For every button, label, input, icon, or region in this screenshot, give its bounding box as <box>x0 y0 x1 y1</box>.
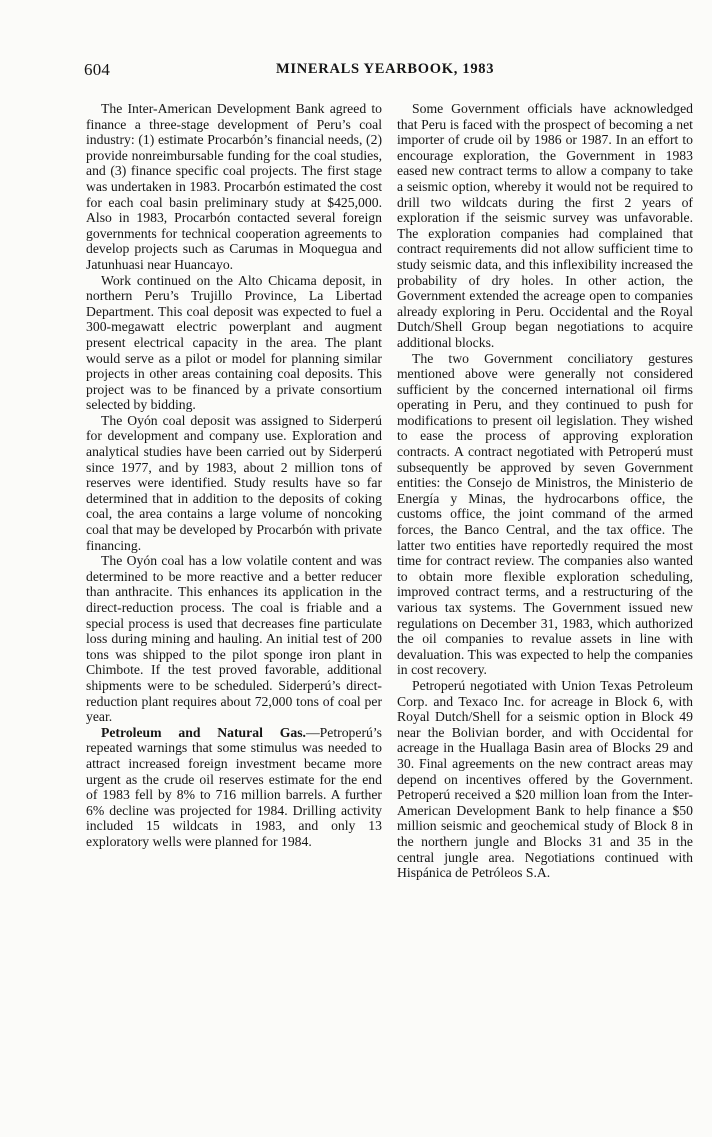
paragraph-net-importer: Some Government officials have acknowledged that Peru is faced with the prospect of becoming a net importer of crude oil by 1986 or 1987. In an effort to encourage exploration, the Government in 1983 eased new contract terms to allow a company to take a seismic option, whereby it would not be required to drill two wildcats during the first 2 years of exploration if the seismic survey was unfavorable. The exploration companies had complained that contract requirements did not allow sufficient time to study seismic data, and this inflexibility increased the probability of dry holes. In other action, the Government extended the acreage open to companies already exploring in Peru. Occidental and the Royal Dutch/Shell Group began negotiations to acquire additional blocks. <box>397 101 693 350</box>
paragraph-oyon-coal: The Oyón coal has a low volatile content and was determined to be more reactive and a better reducer than anthracite. This enhances its application in the direct-reduction process. The coal is friable and a special process is used that decreases fine particulate loss during mining and hauling. An initial test of 200 tons was shipped to the pilot sponge iron plant in Chimbote. If the test proved favorable, additional shipments were to be scheduled. Siderperú’s direct-reduction plant requires about 72,000 tons of coal per year. <box>86 553 382 725</box>
left-column <box>86 101 382 850</box>
paragraph-coal-financing: The Inter-American Development Bank agreed to finance a three-stage development of Peru’s coal industry: (1) estimate Procarbón’s financial needs, (2) provide nonreimbursable funding for the coal studies, and (3) finance specific coal projects. The first stage was undertaken in 1983. Procarbón estimated the cost for each coal basin preliminary study at $425,000. Also in 1983, Procarbón contacted several foreign governments for technical cooperation agreements to develop projects such as Carumas in Moquegua and Jatunhuasi near Huancayo. <box>86 101 382 272</box>
page-number: 604 <box>84 60 111 79</box>
paragraph-petroleum-text: —Petroperú’s repeated warnings that some stimulus was needed to attract increased foreign investment became more urgent as the crude oil reserves estimate for the end of 1983 fell by 8% to 716 million barrels. A further 6% decline was projected for 1984. Drilling activity included 15 wildcats in 1983, and only 13 exploratory wells were planned for 1984. <box>86 724 382 849</box>
right-column <box>397 101 693 881</box>
paragraph-petroleum <box>86 725 382 850</box>
paragraph-petroperu-negotiations: Petroperú negotiated with Union Texas Petroleum Corp. and Texaco Inc. for acreage in Block 6, with Royal Dutch/Shell for a seismic option in Block 49 near the Bolivian border, and with Occidental for acreage in the Huallaga Basin area of Blocks 29 and 30. Final agreements on the new contract areas may depend on incentives offered by the Government. Petroperú received a $20 million loan from the Inter-American Development Bank to help finance a $50 million seismic and geochemical study of Block 8 in the northern jungle and Blocks 31 and 35 in the central jungle area. Negotiations continued with Hispánica de Petróleos S.A. <box>397 677 693 881</box>
section-heading-petroleum: Petroleum and Natural Gas. <box>101 724 306 740</box>
paragraph-conciliatory-gestures: The two Government conciliatory gestures mentioned above were generally not considered sufficient by the concerned international oil firms operating in Peru, and they continued to push for modifications to present oil legislation. They wished to ease the process of approving exploration contracts. A contract negotiated with Petroperú must subsequently be approved by seven Government entities: the Consejo de Ministros, the Ministerio de Energía y Minas, the hydrocarbons office, the customs office, the joint command of the armed forces, the Banco Central, and the tax office. The latter two entities have reportedly required the most time for contract review. The companies also wanted to obtain more flexible exploration scheduling, improved contract terms, and a restructuring of the various tax systems. The Government issued new regulations on December 31, 1983, which authorized the oil companies to revalue assets in line with devaluation. This was expected to help the companies in cost recovery. <box>397 350 693 678</box>
paragraph-alto-chicama: Work continued on the Alto Chicama deposit, in northern Peru’s Trujillo Province, La Libertad Department. This coal deposit was expected to fuel a 300-megawatt electric powerplant and augment present electrical capacity in the area. The plant would serve as a pilot or model for planning similar projects in other areas containing coal deposits. This project was to be financed by a private consortium selected by bidding. <box>86 272 382 413</box>
paragraph-oyon-deposit: The Oyón coal deposit was assigned to Siderperú for development and company use. Exploration and analytical studies have been carried out by Siderperú since 1977, and by 1983, about 2 million tons of reserves were identified. Study results have so far determined that in addition to the deposits of coking coal, the area contains a large volume of noncoking coal that may be developed by Procarbón with private financing. <box>86 412 382 553</box>
running-head: MINERALS YEARBOOK, 1983 <box>276 61 495 77</box>
